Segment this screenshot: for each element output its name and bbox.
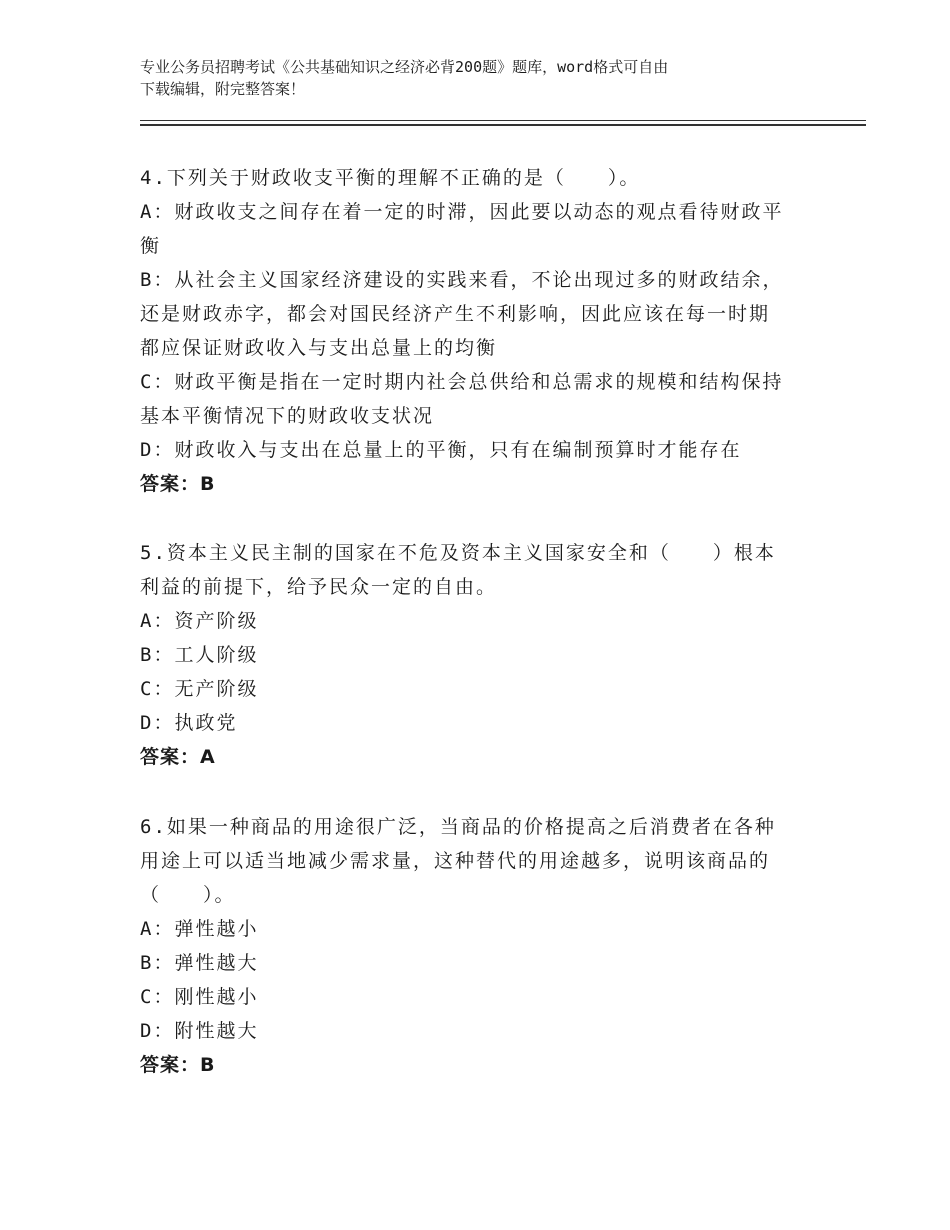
option-text: 都应保证财政收入与支出总量上的均衡 <box>140 337 498 359</box>
option-a <box>140 195 810 263</box>
option-text: D：执政党 <box>140 712 238 734</box>
option-b <box>140 263 810 365</box>
question-stem: 4.下列关于财政收支平衡的理解不正确的是（ ）。 <box>140 167 641 189</box>
option-text: 衡 <box>140 235 162 257</box>
question-stem: 利益的前提下，给予民众一定的自由。 <box>140 576 498 598</box>
option-text: D：财政收入与支出在总量上的平衡，只有在编制预算时才能存在 <box>140 439 742 461</box>
document-header <box>140 56 820 100</box>
question-stem: 5.资本主义民主制的国家在不危及资本主义国家安全和（ ）根本 <box>140 542 776 564</box>
option-text: A：资产阶级 <box>140 610 259 632</box>
question-stem: 6.如果一种商品的用途很广泛，当商品的价格提高之后消费者在各种 <box>140 816 776 838</box>
option-text: B：弹性越大 <box>140 952 259 974</box>
question-4 <box>140 161 810 501</box>
option-c <box>140 980 810 1014</box>
question-5 <box>140 536 810 774</box>
answer-label: 答案：B <box>140 1054 216 1076</box>
option-d <box>140 433 810 467</box>
header-line-2: 下载编辑，附完整答案！ <box>140 80 306 98</box>
option-text: B：从社会主义国家经济建设的实践来看，不论出现过多的财政结余， <box>140 269 784 291</box>
option-a <box>140 912 810 946</box>
option-text: C：财政平衡是指在一定时期内社会总供给和总需求的规模和结构保持 <box>140 371 784 393</box>
option-b <box>140 946 810 980</box>
option-c <box>140 672 810 706</box>
header-line-1: 专业公务员招聘考试《公共基础知识之经济必背200题》题库，word格式可自由 <box>140 58 669 76</box>
option-c <box>140 365 810 433</box>
option-text: A：财政收支之间存在着一定的时滞，因此要以动态的观点看待财政平 <box>140 201 784 223</box>
option-text: C：无产阶级 <box>140 678 259 700</box>
option-text: B：工人阶级 <box>140 644 259 666</box>
header-divider-thin <box>140 120 866 121</box>
option-d <box>140 1014 810 1048</box>
option-text: 基本平衡情况下的财政收支状况 <box>140 405 435 427</box>
answer-label: 答案：B <box>140 473 216 495</box>
question-stem: 用途上可以适当地减少需求量，这种替代的用途越多，说明该商品的 <box>140 850 771 872</box>
option-text: D：附性越大 <box>140 1020 259 1042</box>
question-stem: （ ）。 <box>140 884 236 906</box>
question-6 <box>140 810 810 1082</box>
option-a <box>140 604 810 638</box>
option-text: A：弹性越小 <box>140 918 259 940</box>
answer-label: 答案：A <box>140 746 216 768</box>
option-d <box>140 706 810 740</box>
option-b <box>140 638 810 672</box>
option-text: C：刚性越小 <box>140 986 259 1008</box>
header-divider-thick <box>140 124 866 126</box>
option-text: 还是财政赤字，都会对国民经济产生不利影响，因此应该在每一时期 <box>140 303 771 325</box>
